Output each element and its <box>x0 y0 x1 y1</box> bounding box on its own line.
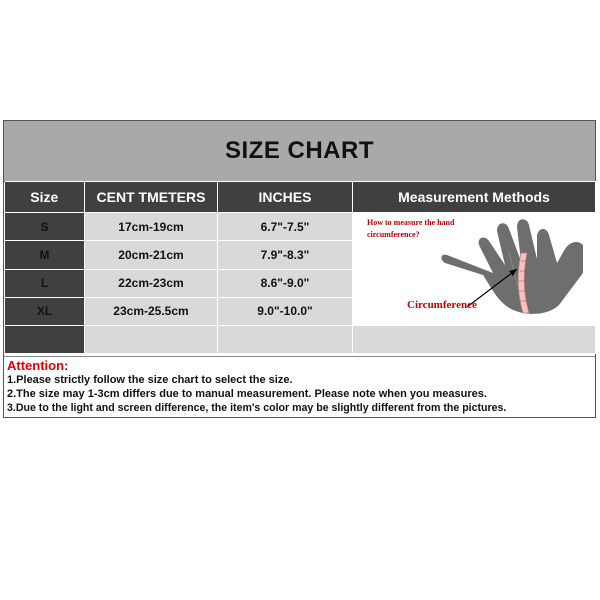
note-line: 1.Please strictly follow the size chart to select the size. <box>7 374 293 386</box>
table-header-row <box>5 182 596 213</box>
inch-value: 8.6"-9.0" <box>218 269 353 297</box>
title-bar <box>4 121 595 182</box>
size-label: XL <box>5 297 85 325</box>
size-chart <box>3 120 596 418</box>
table-row <box>5 213 596 241</box>
cm-value: 17cm-19cm <box>85 213 218 241</box>
empty-cell <box>353 326 596 354</box>
size-label: M <box>5 241 85 269</box>
inch-value: 9.0"-10.0" <box>218 297 353 325</box>
measurement-illustration <box>353 213 596 326</box>
size-label: S <box>5 213 85 241</box>
empty-cell <box>85 326 218 354</box>
size-table <box>4 181 596 354</box>
empty-cell <box>5 326 85 354</box>
header-measurement-methods: Measurement Methods <box>353 182 596 213</box>
attention-heading: Attention: <box>7 358 69 373</box>
cm-value: 22cm-23cm <box>85 269 218 297</box>
chart-title: SIZE CHART <box>225 137 374 164</box>
measure-question: How to measure the hand circumference? <box>367 218 455 239</box>
inch-value: 6.7"-7.5" <box>218 213 353 241</box>
header-size: Size <box>5 182 85 213</box>
attention-notes <box>4 356 595 417</box>
cm-value: 20cm-21cm <box>85 241 218 269</box>
size-label: L <box>5 269 85 297</box>
header-inches: INCHES <box>218 182 353 213</box>
empty-cell <box>218 326 353 354</box>
table-row-empty <box>5 326 596 354</box>
note-line: 2.The size may 1-3cm differs due to manual measurement. Please note when you measures. <box>7 388 487 400</box>
header-centimeters: CENT TMETERS <box>85 182 218 213</box>
cm-value: 23cm-25.5cm <box>85 297 218 325</box>
inch-value: 7.9"-8.3" <box>218 241 353 269</box>
measure-label: Circumference <box>407 299 477 311</box>
note-line: 3.Due to the light and screen difference, the item's color may be slightly different from the pictures. <box>7 402 507 414</box>
